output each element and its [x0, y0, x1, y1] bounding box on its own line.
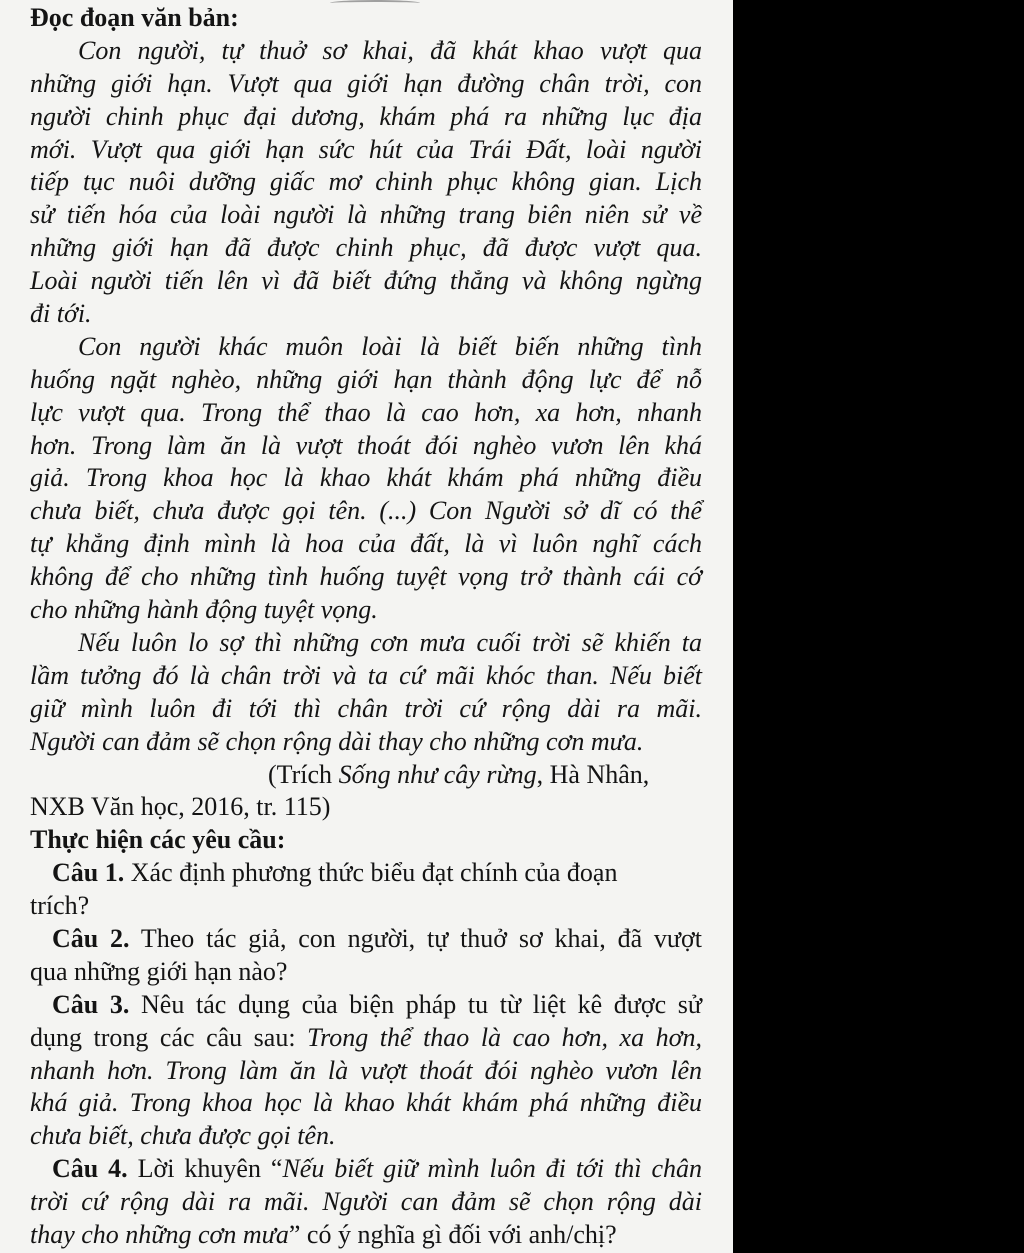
passage-line: huống ngặt nghèo, những giới hạn thành động lực để nỗ	[30, 364, 702, 394]
question-text: ” có ý nghĩa gì đối với anh/chị?	[288, 1220, 617, 1249]
question-3-cont: nhanh hơn. Trong làm ăn là vượt thoát đói nghèo vươn lên	[30, 1055, 702, 1085]
passage-line: Con người, tự thuở sơ khai, đã khát khao vượt qua	[78, 35, 702, 65]
passage-line: sử tiến hóa của loài người là những trang biên niên sử về	[30, 200, 702, 230]
passage-line: hơn. Trong làm ăn là vượt thoát đói nghèo vươn lên khá	[30, 430, 702, 460]
passage-line: đi tới.	[30, 299, 92, 329]
passage-line: Người can đảm sẽ chọn rộng dài thay cho những cơn mưa.	[30, 726, 644, 756]
passage-line: giữ mình luôn đi tới thì chân trời cứ rộng dài ra mãi.	[30, 693, 702, 723]
passage-line: giả. Trong khoa học là khao khát khám phá những điều	[30, 463, 702, 493]
passage-line: lầm tưởng đó là chân trời và ta cứ mãi khóc than. Nếu biết	[30, 660, 702, 690]
question-text: Nêu tác dụng của biện pháp tu từ liệt kê được sử	[129, 989, 702, 1019]
quoted-example: Trong thể thao là cao hơn, xa hơn,	[307, 1022, 702, 1052]
question-2	[52, 923, 702, 956]
question-text: Lời khuyên “	[127, 1154, 283, 1184]
question-4-cont	[30, 1219, 702, 1252]
passage-line: Nếu luôn lo sợ thì những cơn mưa cuối trời sẽ khiến ta	[78, 627, 702, 657]
question-label: Câu 4.	[52, 1154, 128, 1184]
question-3-cont: chưa biết, chưa được gọi tên.	[30, 1121, 336, 1151]
question-1	[52, 857, 702, 890]
question-text: Theo tác giả, con người, tự thuở sơ khai, đã vượt	[129, 923, 702, 953]
citation-open: (Trích	[268, 759, 339, 789]
question-label: Câu 3.	[52, 989, 130, 1019]
question-3-cont	[30, 1022, 702, 1055]
citation-publisher: NXB Văn học, 2016, tr. 115)	[30, 792, 331, 822]
question-4	[52, 1153, 702, 1186]
passage-line: những giới hạn đã được chinh phục, đã được vượt qua.	[30, 233, 702, 263]
passage-line: Loài người tiến lên vì đã biết đứng thẳng và không ngừng	[30, 266, 702, 296]
question-label: Câu 2.	[52, 923, 130, 953]
quoted-advice: thay cho những cơn mưa	[30, 1220, 289, 1249]
citation-book-title: Sống như cây rừng	[338, 759, 537, 789]
citation-line	[268, 759, 702, 792]
question-4-cont: trời cứ rộng dài ra mãi. Người can đảm sẽ chọn rộng dài	[30, 1187, 702, 1217]
passage-line: cho những hành động tuyệt vọng.	[30, 595, 378, 625]
quoted-advice: Nếu biết giữ mình luôn đi tới thì chân	[282, 1154, 703, 1184]
citation-author: , Hà Nhân,	[536, 759, 650, 789]
question-2-cont: qua những giới hạn nào?	[30, 956, 288, 986]
passage-line: không để cho những tình huống tuyệt vọng trở thành cái cớ	[30, 562, 702, 592]
passage-line: Con người khác muôn loài là biết biến những tình	[78, 331, 702, 361]
passage-line: những giới hạn. Vượt qua giới hạn đường chân trời, con	[30, 68, 702, 98]
passage-line: mới. Vượt qua giới hạn sức hút của Trái Đất, loài người	[30, 134, 702, 164]
question-label: Câu 1.	[52, 858, 125, 888]
passage-line: lực vượt qua. Trong thể thao là cao hơn, xa hơn, nhanh	[30, 397, 702, 427]
passage-line: chưa biết, chưa được gọi tên. (...) Con Người sở dĩ có thể	[30, 496, 702, 526]
question-3-cont: khá giả. Trong khoa học là khao khát khám phá những điều	[30, 1088, 702, 1118]
question-text: dụng trong các câu sau:	[30, 1022, 308, 1052]
question-text: Xác định phương thức biểu đạt chính của đoạn	[124, 858, 618, 888]
passage-line: người chinh phục đại dương, khám phá ra những lục địa	[30, 101, 702, 131]
question-1-cont: trích?	[30, 891, 90, 921]
passage-line: tiếp tục nuôi dưỡng giấc mơ chinh phục không gian. Lịch	[30, 167, 702, 197]
passage-line: tự khẳng định mình là hoa của đất, là vì luôn nghĩ cách	[30, 529, 702, 559]
section-heading: Đọc đoạn văn bản:	[30, 3, 239, 32]
tasks-heading: Thực hiện các yêu cầu:	[30, 825, 286, 855]
question-3	[52, 989, 702, 1022]
